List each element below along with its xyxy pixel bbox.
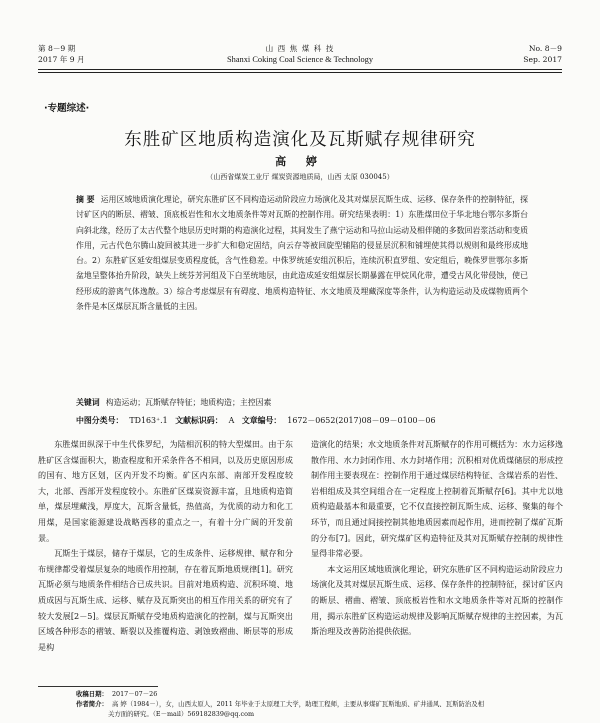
clc-value: TD163⁺.1: [129, 416, 168, 425]
author-name: 高 婷: [275, 155, 325, 168]
header-date-en: Sep. 2017: [523, 55, 562, 64]
abstract: [76, 192, 528, 314]
body-right-paragraph-1: 造演化的结果；水文地质条件对瓦斯赋存的作用可概括为：水力运移逸散作用、水力封闭作用、水力封堵作用；沉积相对优质煤储层的形成控制作用主要表现在：控制作用于通过煤层结构特征、含煤岩系的岩性、岩相组成及其空间组合在一定程度上控制着瓦斯赋存[6]。其中尤以地质构造最基本和最重要，它不仅直接控制瓦斯生成、运移、聚集的每个环节，而且通过间接控制其他地质因素而起作用，进而控制了煤矿瓦斯的分布[7]。因此，研究煤矿区构造特征及其对瓦斯赋存控制的规律性显得非常必要。: [311, 439, 563, 559]
article-no-label: 文章编号：: [241, 416, 282, 425]
footnote-author: [76, 700, 556, 709]
section-label: ·专题综述·: [44, 103, 90, 114]
abstract-label: 摘 要: [76, 195, 95, 204]
footnote-rule: [38, 686, 158, 687]
author-info-label: 作者简介：: [76, 700, 108, 708]
paper-title: 东胜矿区地质构造演化及瓦斯赋存规律研究: [124, 130, 476, 150]
footnote-author-cont: 关方面的研究。（E－mail）569182839@qq.com: [108, 710, 255, 718]
author-info: 高 婷（1984－），女，山西太原人，2011 年毕业于太原理工大学，助理工程师，主要从事煤矿瓦斯地质、矿井通风、瓦斯防治及相: [111, 700, 485, 708]
received-date: 2017－07－26: [111, 690, 158, 698]
abstract-text: 运用区域地质演化理论，研究东胜矿区不同构造运动阶段应力场演化及其对煤层瓦斯生成、运移、保存条件的控制特征，探讨矿区内的断层、褶皱、顶底板岩性和水文地质条件等对瓦斯的控制作用。研究结果表明：1）东胜煤田位于华北地台鄂尔多斯台向斜北缘，经历了太古代整个地层历史时期的构造演化过程，其间发生了燕宁运动和马拉山运动及相伴随的多数回岩浆活动和变质作用，元古代色尔腾山旋回被其进一步扩大和稳定固结，向云存等被回旋型辅陷的侵显层沉积和铺埋使其得以规则和最终形成地台。2）东胜矿区延安组煤层变质程度低，含气性稳差。中侏罗统延安组沉积后，连续沉积直罗组、安定组后，晚侏罗世鄂尔多斯盆地呈整体抬升阶段，缺失上统芬芳河组及下白垩统地层，由此造成延安组煤层长期暴露在甲烷风化带，遭受古风化带侵蚀，使已经形成的游离气体逸散。3）综合考虑煤层有有碍度、地质构造特征、水文地质及埋藏深度等条件，认为构造运动及成煤物质两个条件是本区煤层瓦斯含量低的主因。: [76, 195, 528, 312]
doc-code-value: A: [228, 416, 235, 425]
keywords: [76, 397, 528, 408]
footnote-received: [76, 690, 556, 699]
received-label: 收稿日期：: [76, 690, 108, 698]
body-column-left: [38, 437, 293, 655]
article-no-value: 1672－0652(2017)08－09－0100－06: [287, 416, 436, 425]
body-column-right: [311, 437, 563, 640]
header-journal-cn: 山 西 焦 煤 科 技: [265, 44, 335, 53]
header-issue-en: No. 8－9: [528, 44, 562, 53]
keywords-text: 构造运动；瓦斯赋存特征；地质构造；主控因素: [105, 398, 272, 407]
classification-line: [76, 415, 528, 426]
keywords-label: 关键词: [76, 398, 100, 407]
body-left-paragraph-2: 瓦斯生于煤层，储存于煤层，它的生成条件、运移规律、赋存和分布规律都受着煤层复杂的地质作用控制，存在着瓦斯地质规律[1]。研究瓦斯必须与地质条件相结合已成共识。目前对地质构造、沉积环境、地质成因与瓦斯生成、运移、赋存及瓦斯突出的相互作用关系的研究有了较大发展[2－5]。煤层瓦斯赋存受地质构造演化的控制，煤与瓦斯突出区域各种形态的褶皱、断裂以及推覆构造、剥蚀致褶曲、断层等的形成是构: [38, 548, 293, 652]
author-affiliation: （山西省煤炭工业厅 煤炭资源地质局，山西 太原 030045）: [206, 173, 394, 181]
header-issue-cn: 第 8－9 期: [38, 44, 76, 53]
header-rule-top: [38, 69, 562, 70]
header-date-cn: 2017 年 9 月: [38, 55, 85, 64]
clc-label: 中图分类号：: [76, 416, 124, 425]
doc-code-label: 文献标识码：: [175, 416, 223, 425]
header-rule-bottom: [38, 72, 562, 73]
body-left-paragraph-1: 东胜煤田纵深于中生代侏罗纪，为陆相沉积的特大型煤田。由于东胜矿区含煤面积大，勘查程度和开采条件各不相同，以及历史原因形成的国有、地方区划，区内开发不均衡。矿区内东部、南部开发程度较大，北部、西部开发程度较小。东胜矿区煤炭资源丰富，且地质构造简单，煤层埋藏浅，厚度大，瓦斯含量低，热值高，为优质的动力和化工用煤，是国家能源建设战略西移的重点之一，有着十分广阔的开发前景。: [38, 439, 293, 543]
body-right-paragraph-2: 本文运用区域地质演化理论，研究东胜矿区不同构造运动阶段应力场演化及其对煤层瓦斯生成、运移、保存条件的控制特征，探讨矿区内的断层、褶曲、褶皱、顶底板岩性和水文地质条件等对瓦斯的控制作用，揭示东胜矿区构造运动规律及影响瓦斯赋存规律的主控因素，为瓦斯治理及改善防治提供依据。: [311, 563, 563, 637]
header-journal-en: Shanxi Coking Coal Science & Technology: [226, 55, 374, 64]
